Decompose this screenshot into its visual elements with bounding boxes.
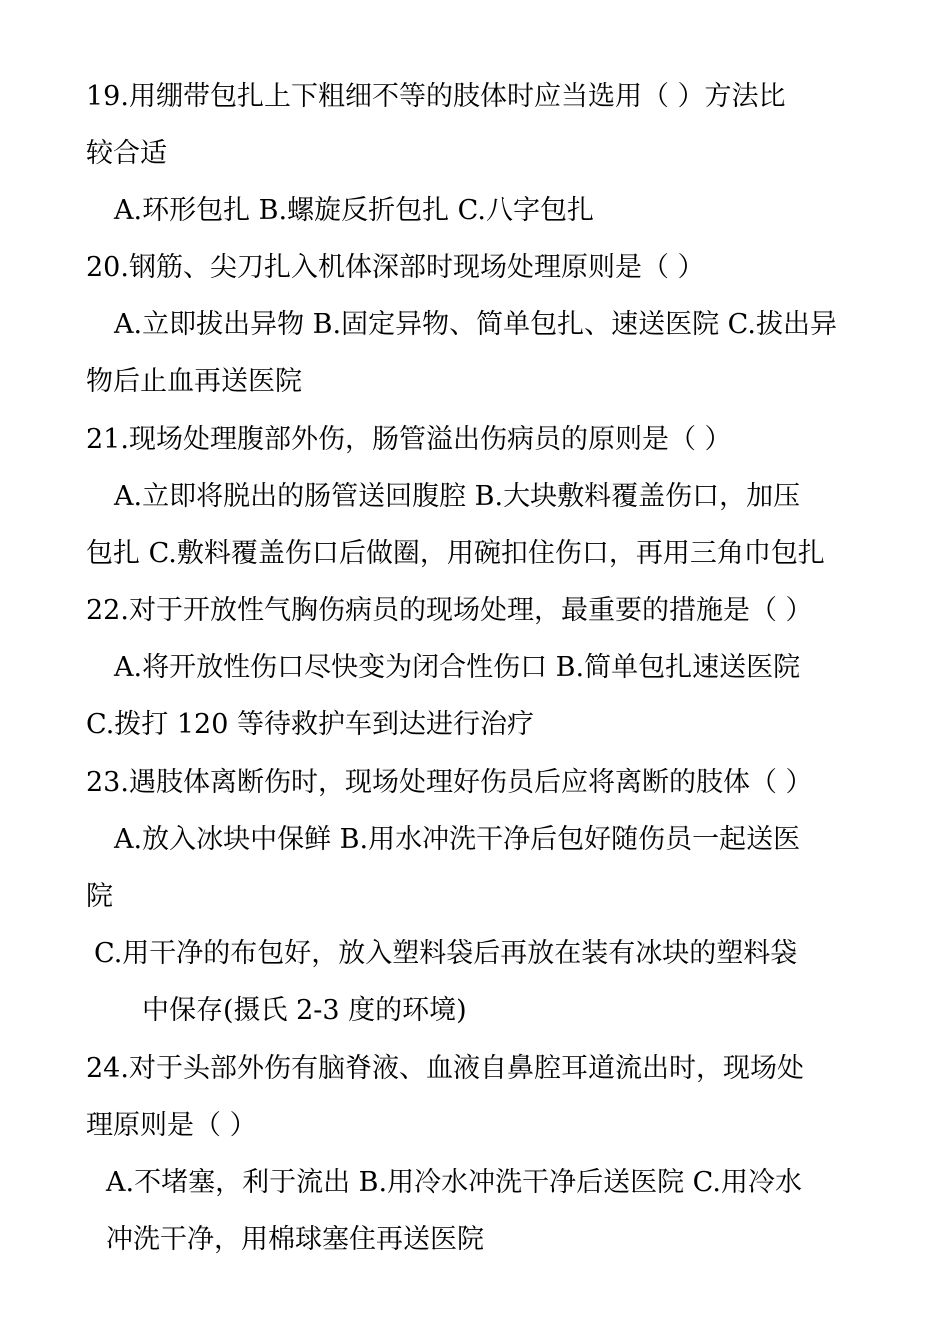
question-24-options-cont: 冲洗干净，用棉球塞住再送医院 (106, 1224, 484, 1255)
question-24-stem-cont: 理原则是（ ） (86, 1110, 257, 1141)
question-19-options: A.环形包扎 B.螺旋反折包扎 C.八字包扎 (114, 195, 594, 226)
question-22-stem: 22.对于开放性气胸伤病员的现场处理，最重要的措施是（ ） (86, 595, 813, 626)
question-23-stem: 23.遇肢体离断伤时，现场处理好伤员后应将离断的肢体（ ） (86, 767, 813, 798)
question-24-stem: 24.对于头部外伤有脑脊液、血液自鼻腔耳道流出时，现场处 (86, 1053, 804, 1084)
question-21-stem: 21.现场处理腹部外伤，肠管溢出伤病员的原则是（ ） (86, 424, 732, 455)
question-22-options-cont: C.拨打 120 等待救护车到达进行治疗 (86, 709, 534, 740)
question-23-options: A.放入冰块中保鲜 B.用水冲洗干净后包好随伤员一起送医 (114, 824, 801, 855)
question-19-stem-cont: 较合适 (86, 138, 167, 169)
question-22-options: A.将开放性伤口尽快变为闭合性伤口 B.简单包扎速送医院 (114, 652, 801, 683)
question-20-options-cont: 物后止血再送医院 (86, 366, 302, 397)
question-23-option-c: C.用干净的布包好，放入塑料袋后再放在装有冰块的塑料袋 (94, 938, 798, 969)
question-20-options: A.立即拔出异物 B.固定异物、简单包扎、速送医院 C.拔出异 (114, 309, 837, 340)
question-21-options-cont: 包扎 C.敷料覆盖伤口后做圈，用碗扣住伤口，再用三角巾包扎 (86, 538, 825, 569)
question-23-options-cont: 院 (86, 881, 113, 912)
question-23-option-c-cont: 中保存(摄氏 2-3 度的环境) (142, 995, 467, 1026)
question-19-stem: 19.用绷带包扎上下粗细不等的肢体时应当选用（ ）方法比 (86, 81, 786, 112)
question-20-stem: 20.钢筋、尖刀扎入机体深部时现场处理原则是（ ） (86, 252, 705, 283)
question-21-options: A.立即将脱出的肠管送回腹腔 B.大块敷料覆盖伤口，加压 (114, 481, 801, 512)
question-24-options: A.不堵塞，利于流出 B.用冷水冲洗干净后送医院 C.用冷水 (106, 1167, 802, 1198)
